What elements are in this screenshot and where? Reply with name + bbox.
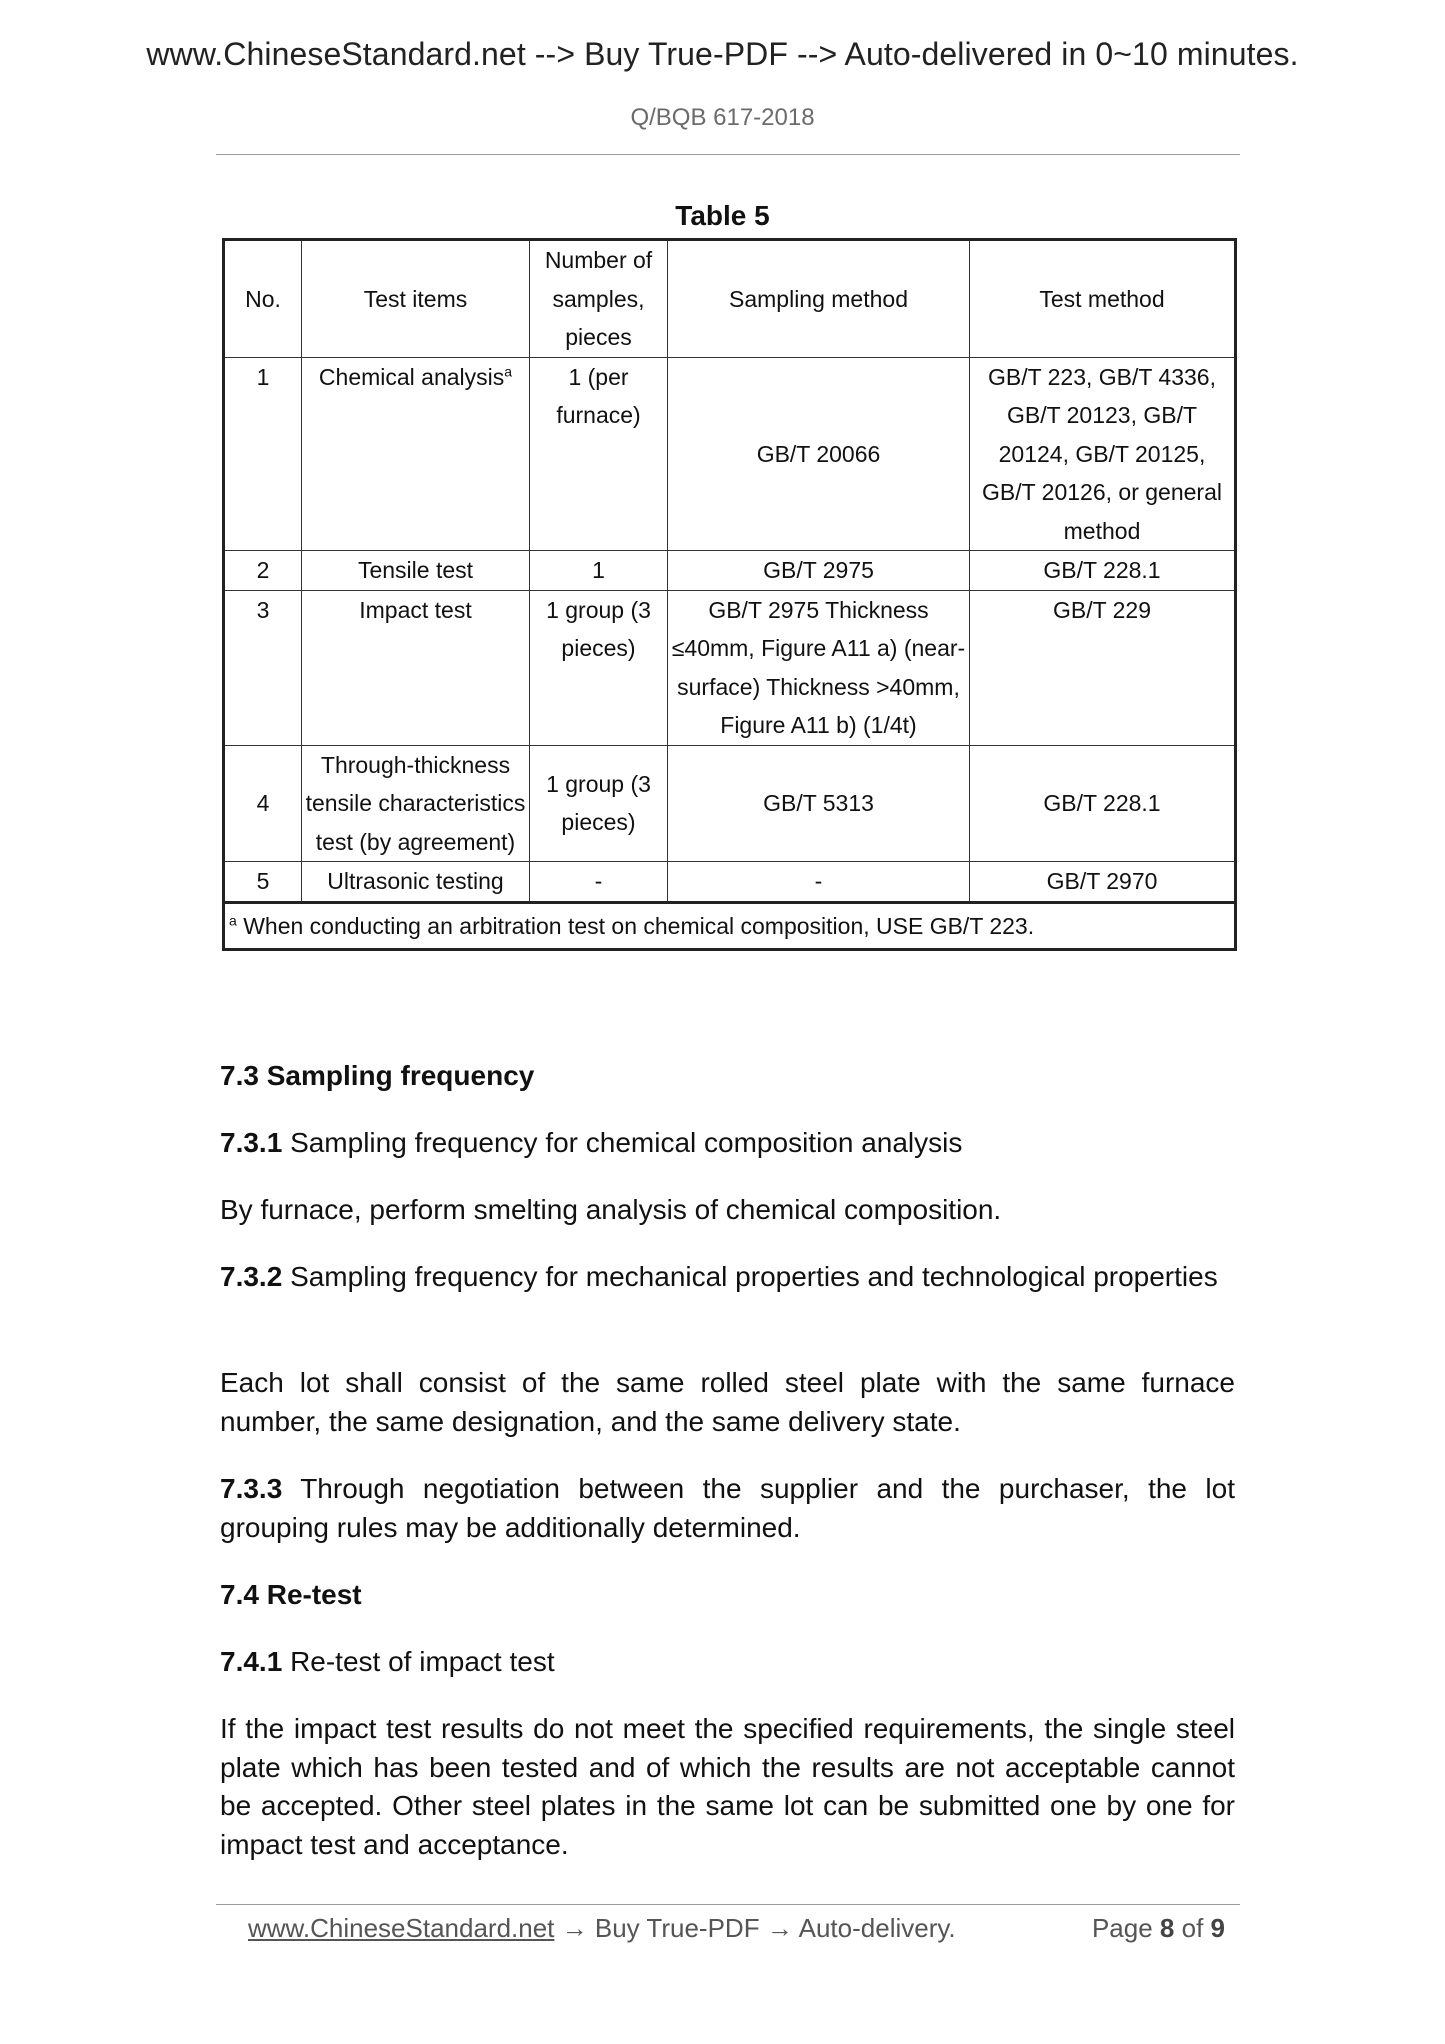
page-number: 8 [1159, 1913, 1175, 1943]
section-title: Re-test of impact test [290, 1646, 555, 1677]
cell-no: 3 [224, 590, 302, 745]
paragraph-7-3-3 [220, 1470, 1235, 1547]
heading-7-3 [220, 1057, 1235, 1096]
header-test-method: Test method [970, 240, 1236, 358]
cell-item: Impact test [302, 590, 530, 745]
header-no: No. [224, 240, 302, 358]
section-number: 7.3.3 [220, 1473, 283, 1504]
header-samples: Number of samples, pieces [530, 240, 668, 358]
heading-7-3-2 [220, 1258, 1235, 1297]
table-row [224, 551, 1236, 591]
cell-samples: 1 (per furnace) [530, 357, 668, 551]
page-label: Page [1091, 1913, 1153, 1943]
cell-no: 1 [224, 357, 302, 551]
footnote-ref: a [504, 362, 513, 379]
table-header-row [224, 240, 1236, 358]
section-number: 7.3.1 [220, 1127, 283, 1158]
arrow-icon: → [561, 1913, 588, 1943]
section-number: 7.3 [220, 1060, 259, 1091]
section-title: Sampling frequency for chemical composition analysis [290, 1127, 963, 1158]
cell-item [302, 357, 530, 551]
cell-item: Ultrasonic testing [302, 862, 530, 903]
section-text: Through negotiation between the supplier and the purchaser, the lot grouping rules may be additionally determined. [220, 1473, 1235, 1543]
header-divider [216, 154, 1240, 155]
cell-samples: 1 group (3 pieces) [530, 590, 668, 745]
cell-method: GB/T 223, GB/T 4336, GB/T 20123, GB/T 20124, GB/T 20125, GB/T 20126, or general method [970, 357, 1236, 551]
paragraph-7-4-1: If the impact test results do not meet the specified requirements, the single steel plate which has been tested and of which the results are not acceptable cannot be accepted. Other steel plates in the same lot can be submitted one by one for impact test and acceptance. [220, 1713, 1235, 1860]
table-row [224, 590, 1236, 745]
footnote-mark: a [229, 911, 237, 928]
cell-method: GB/T 228.1 [970, 551, 1236, 591]
heading-7-3-1 [220, 1124, 1235, 1163]
document-code: Q/BQB 617-2018 [630, 104, 815, 131]
sampling-table [222, 238, 1237, 951]
section-title: Sampling frequency for mechanical properties and technological properties [290, 1261, 1218, 1292]
page-indicator [1092, 1906, 1225, 1950]
footer-auto-text: Auto-delivery. [798, 1913, 956, 1943]
footer-website-link[interactable]: www.ChineseStandard.net [248, 1913, 555, 1943]
cell-method: GB/T 228.1 [970, 745, 1236, 862]
cell-samples: 1 group (3 pieces) [530, 745, 668, 862]
cell-no: 4 [224, 745, 302, 862]
table-row [224, 357, 1236, 551]
table-title: Table 5 [675, 200, 770, 231]
page-footer [248, 1906, 1233, 1950]
page-total: 9 [1210, 1913, 1225, 1943]
footnote-text: When conducting an arbitration test on chemical composition, USE GB/T 223. [243, 912, 1035, 939]
cell-sampling: GB/T 20066 [668, 357, 970, 551]
heading-7-4 [220, 1576, 1235, 1615]
table-row [224, 745, 1236, 862]
footer-buy-text: Buy True-PDF [594, 1913, 760, 1943]
cell-sampling: GB/T 5313 [668, 745, 970, 862]
paragraph-7-3-1: By furnace, perform smelting analysis of chemical composition. [220, 1194, 1002, 1225]
table-row [224, 862, 1236, 903]
of-label: of [1181, 1913, 1204, 1943]
section-number: 7.4.1 [220, 1646, 283, 1677]
heading-7-4-1 [220, 1643, 1235, 1682]
cell-samples: 1 [530, 551, 668, 591]
paragraph-7-3-2: Each lot shall consist of the same rolled steel plate with the same furnace number, the same designation, and the same delivery state. [220, 1367, 1235, 1437]
table-footnote-row [224, 902, 1236, 949]
cell-item: Through-thickness tensile characteristics test (by agreement) [302, 745, 530, 862]
section-number: 7.3.2 [220, 1261, 283, 1292]
cell-samples: - [530, 862, 668, 903]
header-test-items: Test items [302, 240, 530, 358]
item-text: Chemical analysis [318, 363, 505, 390]
section-number: 7.4 [220, 1579, 259, 1610]
header-sampling-method: Sampling method [668, 240, 970, 358]
footer-divider [216, 1904, 1240, 1905]
table-footnote [224, 902, 1236, 949]
cell-sampling: GB/T 2975 Thickness ≤40mm, Figure A11 a) (near-surface) Thickness >40mm, Figure A11 b) (1/4t) [668, 590, 970, 745]
cell-sampling: - [668, 862, 970, 903]
arrow-icon: → [766, 1913, 793, 1943]
cell-item: Tensile test [302, 551, 530, 591]
footer-promo [248, 1906, 956, 1950]
top-banner: www.ChineseStandard.net --> Buy True-PDF --> Auto-delivered in 0~10 minutes. [146, 36, 1299, 72]
cell-no: 5 [224, 862, 302, 903]
section-title: Sampling frequency [266, 1060, 535, 1091]
cell-no: 2 [224, 551, 302, 591]
section-title: Re-test [266, 1579, 362, 1610]
cell-method: GB/T 229 [970, 590, 1236, 745]
cell-method: GB/T 2970 [970, 862, 1236, 903]
cell-sampling: GB/T 2975 [668, 551, 970, 591]
